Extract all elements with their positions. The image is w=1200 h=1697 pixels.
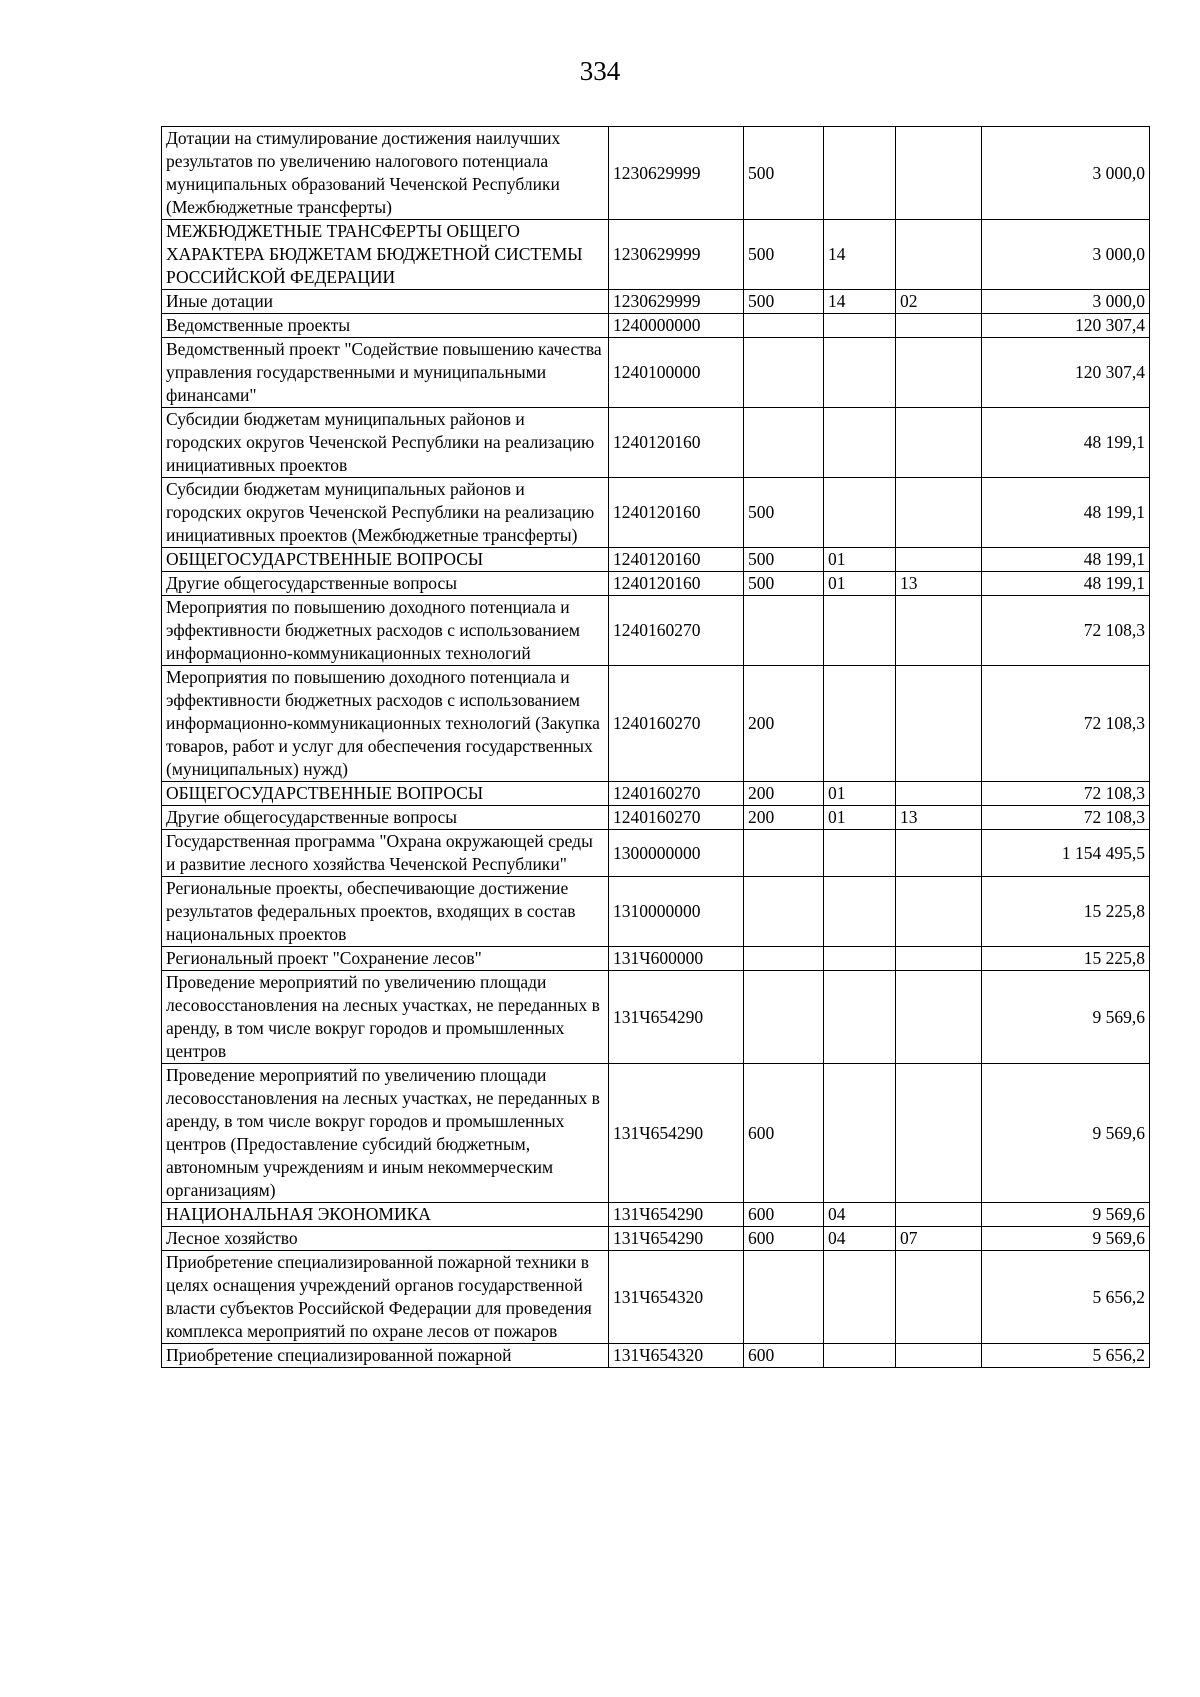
row-amount: 48 199,1 xyxy=(982,548,1150,572)
row-expense-type xyxy=(744,408,824,478)
row-target-article: 1240160270 xyxy=(609,806,744,830)
row-name: Дотации на стимулирование достижения наилучших результатов по увеличению налогового потенциала муниципальных образований Чеченской Республики (Межбюджетные трансферты) xyxy=(162,127,609,220)
table-row xyxy=(162,1251,1150,1344)
row-name: Субсидии бюджетам муниципальных районов и городских округов Чеченской Республики на реализацию инициативных проектов xyxy=(162,408,609,478)
row-target-article: 1300000000 xyxy=(609,830,744,877)
row-name: Проведение мероприятий по увеличению площади лесовосстановления на лесных участках, не переданных в аренду, в том числе вокруг городов и промышленных центров (Предоставление субсидий бюджетным, автономным учреждениям и иным некоммерческим организациям) xyxy=(162,1064,609,1203)
row-expense-type xyxy=(744,971,824,1064)
table-row xyxy=(162,666,1150,782)
row-amount: 120 307,4 xyxy=(982,338,1150,408)
row-amount: 72 108,3 xyxy=(982,596,1150,666)
row-section xyxy=(824,1064,896,1203)
row-expense-type xyxy=(744,314,824,338)
row-section xyxy=(824,877,896,947)
row-target-article: 131Ч654290 xyxy=(609,971,744,1064)
row-expense-type xyxy=(744,947,824,971)
row-subsection xyxy=(896,971,982,1064)
row-amount: 120 307,4 xyxy=(982,314,1150,338)
row-amount: 48 199,1 xyxy=(982,572,1150,596)
row-expense-type: 600 xyxy=(744,1203,824,1227)
row-target-article: 1240000000 xyxy=(609,314,744,338)
table-row xyxy=(162,408,1150,478)
row-target-article: 1240160270 xyxy=(609,666,744,782)
row-name: Другие общегосударственные вопросы xyxy=(162,806,609,830)
row-target-article: 1230629999 xyxy=(609,290,744,314)
row-target-article: 1240120160 xyxy=(609,548,744,572)
row-name: Субсидии бюджетам муниципальных районов и городских округов Чеченской Республики на реализацию инициативных проектов (Межбюджетные трансферты) xyxy=(162,478,609,548)
row-name: Мероприятия по повышению доходного потенциала и эффективности бюджетных расходов с использованием информационно-коммуникационных технологий xyxy=(162,596,609,666)
row-subsection xyxy=(896,947,982,971)
row-subsection xyxy=(896,1203,982,1227)
budget-table-body xyxy=(162,127,1150,1368)
row-name: Другие общегосударственные вопросы xyxy=(162,572,609,596)
row-target-article: 131Ч654320 xyxy=(609,1251,744,1344)
row-subsection: 02 xyxy=(896,290,982,314)
row-section xyxy=(824,1344,896,1368)
row-target-article: 1310000000 xyxy=(609,877,744,947)
table-row xyxy=(162,596,1150,666)
row-expense-type: 500 xyxy=(744,548,824,572)
row-name: Ведомственный проект "Содействие повышению качества управления государственными и муниципальными финансами" xyxy=(162,338,609,408)
row-expense-type: 500 xyxy=(744,478,824,548)
row-amount: 48 199,1 xyxy=(982,408,1150,478)
row-section xyxy=(824,596,896,666)
row-subsection xyxy=(896,314,982,338)
row-section: 01 xyxy=(824,548,896,572)
row-section: 01 xyxy=(824,572,896,596)
row-amount: 9 569,6 xyxy=(982,1064,1150,1203)
row-amount: 3 000,0 xyxy=(982,127,1150,220)
row-subsection xyxy=(896,408,982,478)
row-expense-type xyxy=(744,877,824,947)
row-expense-type: 200 xyxy=(744,806,824,830)
row-section: 01 xyxy=(824,782,896,806)
row-subsection xyxy=(896,596,982,666)
row-name: НАЦИОНАЛЬНАЯ ЭКОНОМИКА xyxy=(162,1203,609,1227)
row-name: ОБЩЕГОСУДАРСТВЕННЫЕ ВОПРОСЫ xyxy=(162,782,609,806)
row-amount: 3 000,0 xyxy=(982,220,1150,290)
row-target-article: 131Ч654320 xyxy=(609,1344,744,1368)
table-row xyxy=(162,782,1150,806)
row-section xyxy=(824,1251,896,1344)
row-expense-type: 500 xyxy=(744,220,824,290)
row-amount: 5 656,2 xyxy=(982,1251,1150,1344)
row-expense-type: 500 xyxy=(744,127,824,220)
row-target-article: 1230629999 xyxy=(609,127,744,220)
row-subsection xyxy=(896,478,982,548)
row-expense-type: 200 xyxy=(744,666,824,782)
row-expense-type xyxy=(744,596,824,666)
row-target-article: 1230629999 xyxy=(609,220,744,290)
table-row xyxy=(162,806,1150,830)
row-amount: 15 225,8 xyxy=(982,877,1150,947)
row-name: Приобретение специализированной пожарной техники в целях оснащения учреждений органов государственной власти субъектов Российской Федерации для проведения комплекса мероприятий по охране лесов от пожаров xyxy=(162,1251,609,1344)
row-section xyxy=(824,971,896,1064)
row-target-article: 1240160270 xyxy=(609,596,744,666)
table-row xyxy=(162,127,1150,220)
row-amount: 9 569,6 xyxy=(982,1227,1150,1251)
table-row xyxy=(162,1203,1150,1227)
row-name: Региональный проект "Сохранение лесов" xyxy=(162,947,609,971)
row-section xyxy=(824,408,896,478)
table-row xyxy=(162,1344,1150,1368)
row-expense-type xyxy=(744,1251,824,1344)
row-section xyxy=(824,127,896,220)
row-subsection: 07 xyxy=(896,1227,982,1251)
row-section: 04 xyxy=(824,1203,896,1227)
row-name: Проведение мероприятий по увеличению площади лесовосстановления на лесных участках, не переданных в аренду, в том числе вокруг городов и промышленных центров xyxy=(162,971,609,1064)
row-section: 04 xyxy=(824,1227,896,1251)
row-expense-type: 600 xyxy=(744,1227,824,1251)
row-section: 14 xyxy=(824,220,896,290)
row-expense-type: 500 xyxy=(744,572,824,596)
row-target-article: 131Ч654290 xyxy=(609,1203,744,1227)
row-name: МЕЖБЮДЖЕТНЫЕ ТРАНСФЕРТЫ ОБЩЕГО ХАРАКТЕРА БЮДЖЕТАМ БЮДЖЕТНОЙ СИСТЕМЫ РОССИЙСКОЙ ФЕДЕРАЦИИ xyxy=(162,220,609,290)
row-section xyxy=(824,947,896,971)
row-name: Приобретение специализированной пожарной xyxy=(162,1344,609,1368)
row-section xyxy=(824,830,896,877)
row-subsection xyxy=(896,782,982,806)
page-number: 334 xyxy=(579,56,621,86)
row-amount: 72 108,3 xyxy=(982,806,1150,830)
row-target-article: 131Ч600000 xyxy=(609,947,744,971)
table-row xyxy=(162,548,1150,572)
row-amount: 9 569,6 xyxy=(982,971,1150,1064)
row-target-article: 131Ч654290 xyxy=(609,1227,744,1251)
row-expense-type: 200 xyxy=(744,782,824,806)
table-row xyxy=(162,1064,1150,1203)
row-amount: 72 108,3 xyxy=(982,666,1150,782)
row-name: ОБЩЕГОСУДАРСТВЕННЫЕ ВОПРОСЫ xyxy=(162,548,609,572)
table-row xyxy=(162,338,1150,408)
table-row xyxy=(162,314,1150,338)
row-expense-type: 600 xyxy=(744,1344,824,1368)
row-subsection xyxy=(896,338,982,408)
row-subsection xyxy=(896,1251,982,1344)
row-section: 14 xyxy=(824,290,896,314)
table-row xyxy=(162,1227,1150,1251)
row-amount: 5 656,2 xyxy=(982,1344,1150,1368)
row-expense-type: 500 xyxy=(744,290,824,314)
row-amount: 72 108,3 xyxy=(982,782,1150,806)
row-subsection xyxy=(896,666,982,782)
row-subsection: 13 xyxy=(896,572,982,596)
row-section: 01 xyxy=(824,806,896,830)
row-target-article: 1240160270 xyxy=(609,782,744,806)
row-target-article: 1240120160 xyxy=(609,572,744,596)
table-row xyxy=(162,947,1150,971)
table-row xyxy=(162,572,1150,596)
row-section xyxy=(824,338,896,408)
row-section xyxy=(824,478,896,548)
row-name: Иные дотации xyxy=(162,290,609,314)
row-target-article: 1240100000 xyxy=(609,338,744,408)
row-amount: 48 199,1 xyxy=(982,478,1150,548)
table-row xyxy=(162,830,1150,877)
table-row xyxy=(162,877,1150,947)
row-expense-type xyxy=(744,338,824,408)
budget-table xyxy=(161,126,1150,1368)
row-expense-type xyxy=(744,830,824,877)
row-target-article: 1240120160 xyxy=(609,408,744,478)
row-subsection xyxy=(896,1064,982,1203)
row-subsection: 13 xyxy=(896,806,982,830)
row-amount: 15 225,8 xyxy=(982,947,1150,971)
row-amount: 9 569,6 xyxy=(982,1203,1150,1227)
table-row xyxy=(162,478,1150,548)
row-amount: 1 154 495,5 xyxy=(982,830,1150,877)
row-subsection xyxy=(896,877,982,947)
row-subsection xyxy=(896,220,982,290)
row-subsection xyxy=(896,548,982,572)
row-subsection xyxy=(896,1344,982,1368)
row-name: Лесное хозяйство xyxy=(162,1227,609,1251)
row-target-article: 131Ч654290 xyxy=(609,1064,744,1203)
row-name: Мероприятия по повышению доходного потенциала и эффективности бюджетных расходов с использованием информационно-коммуникационных технологий (Закупка товаров, работ и услуг для обеспечения государственных (муниципальных) нужд) xyxy=(162,666,609,782)
row-amount: 3 000,0 xyxy=(982,290,1150,314)
row-section xyxy=(824,314,896,338)
row-name: Ведомственные проекты xyxy=(162,314,609,338)
row-subsection xyxy=(896,830,982,877)
row-section xyxy=(824,666,896,782)
row-expense-type: 600 xyxy=(744,1064,824,1203)
row-target-article: 1240120160 xyxy=(609,478,744,548)
row-name: Государственная программа "Охрана окружающей среды и развитие лесного хозяйства Чеченской Республики" xyxy=(162,830,609,877)
table-row xyxy=(162,220,1150,290)
row-subsection xyxy=(896,127,982,220)
table-row xyxy=(162,290,1150,314)
row-name: Региональные проекты, обеспечивающие достижение результатов федеральных проектов, входящих в состав национальных проектов xyxy=(162,877,609,947)
table-row xyxy=(162,971,1150,1064)
